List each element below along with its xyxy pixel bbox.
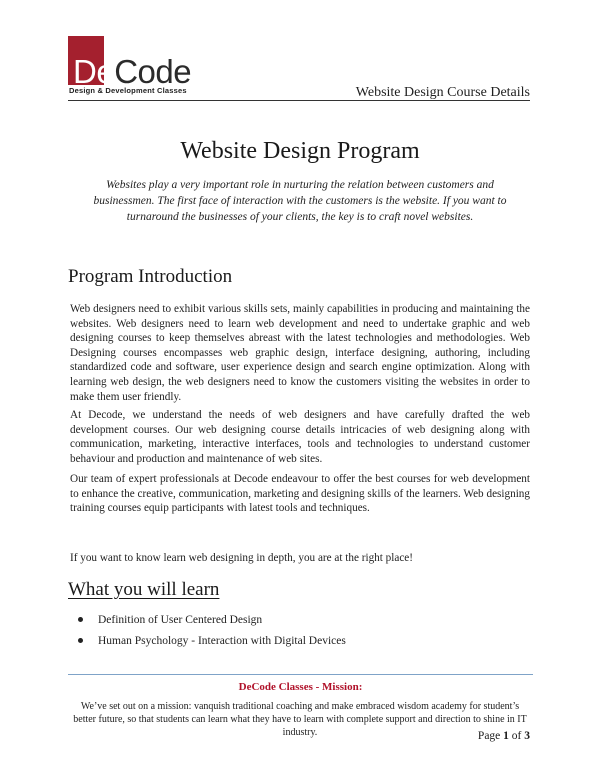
what-you-will-learn-heading: What you will learn bbox=[68, 579, 220, 600]
program-introduction-heading: Program Introduction bbox=[68, 266, 233, 287]
intro-paragraph-1: Web designers need to exhibit various skills sets, mainly capabilities in producing and maintaining the websites. Web designers need to learn web development and need to undertake graphic and web designing courses to keep themselves abreast with the latest technologies and methodologies. Web Designing courses encompasses web graphic design, interface designing, authoring, including standardized code and software, user experience design and search engine optimization. Along with learning web design, the web designers need to know the customers visiting the websites in order to make them user friendly. bbox=[70, 303, 530, 403]
list-item-text: Definition of User Centered Design bbox=[98, 614, 263, 626]
intro-paragraph-3: Our team of expert professionals at Decode endeavour to offer the best courses for web development to enhance the creative, communication, marketing and designing skills of the learners. Web designing training courses equip participants with latest tools and techniques. bbox=[70, 473, 530, 515]
mission-text: We’ve set out on a mission: vanquish traditional coaching and make embraced wisdom academy for student’s better future, so that students can learn what they have to learn with complete support and direction to shine in IT industry. bbox=[73, 701, 527, 738]
page-word: Page bbox=[477, 730, 501, 742]
decode-logo bbox=[68, 36, 218, 98]
bullet-icon bbox=[78, 638, 83, 643]
list-item bbox=[72, 634, 512, 655]
list-item bbox=[72, 613, 512, 634]
page-current: 1 bbox=[503, 730, 509, 742]
list-item-text: Human Psychology - Interaction with Digital Devices bbox=[98, 635, 346, 647]
page-total: 3 bbox=[524, 730, 530, 742]
page-title: Website Design Program bbox=[180, 138, 420, 164]
page-number bbox=[478, 730, 530, 742]
logo-wordmark bbox=[73, 54, 191, 90]
logo-prefix: De bbox=[73, 53, 115, 90]
intro-paragraph-2: At Decode, we understand the needs of web designers and have carefully drafted the web development courses. Our web designing course details intricacies of web designing along with communication, marketing, interactive interfaces, tools and technologies to understand customer behaviour and production and maintenance of web sites. bbox=[70, 409, 530, 465]
header-divider bbox=[68, 100, 530, 101]
learn-list bbox=[72, 613, 512, 655]
intro-paragraph-4: If you want to know learn web designing in depth, you are at the right place! bbox=[70, 552, 413, 564]
bullet-icon bbox=[78, 617, 83, 622]
intro-lede: Websites play a very important role in nurturing the relation between customers and businessmen. The first face of interaction with the customers is the website. If you want to turnaround the businesses of your clients, the key is to craft novel websites. bbox=[93, 179, 507, 223]
logo-tagline: Design & Development Classes bbox=[69, 86, 187, 95]
logo-suffix: Code bbox=[114, 53, 192, 90]
footer-divider bbox=[68, 674, 533, 675]
page-of: of bbox=[511, 730, 522, 742]
header-doc-title: Website Design Course Details bbox=[355, 85, 530, 100]
mission-title: DeCode Classes - Mission: bbox=[238, 681, 363, 693]
